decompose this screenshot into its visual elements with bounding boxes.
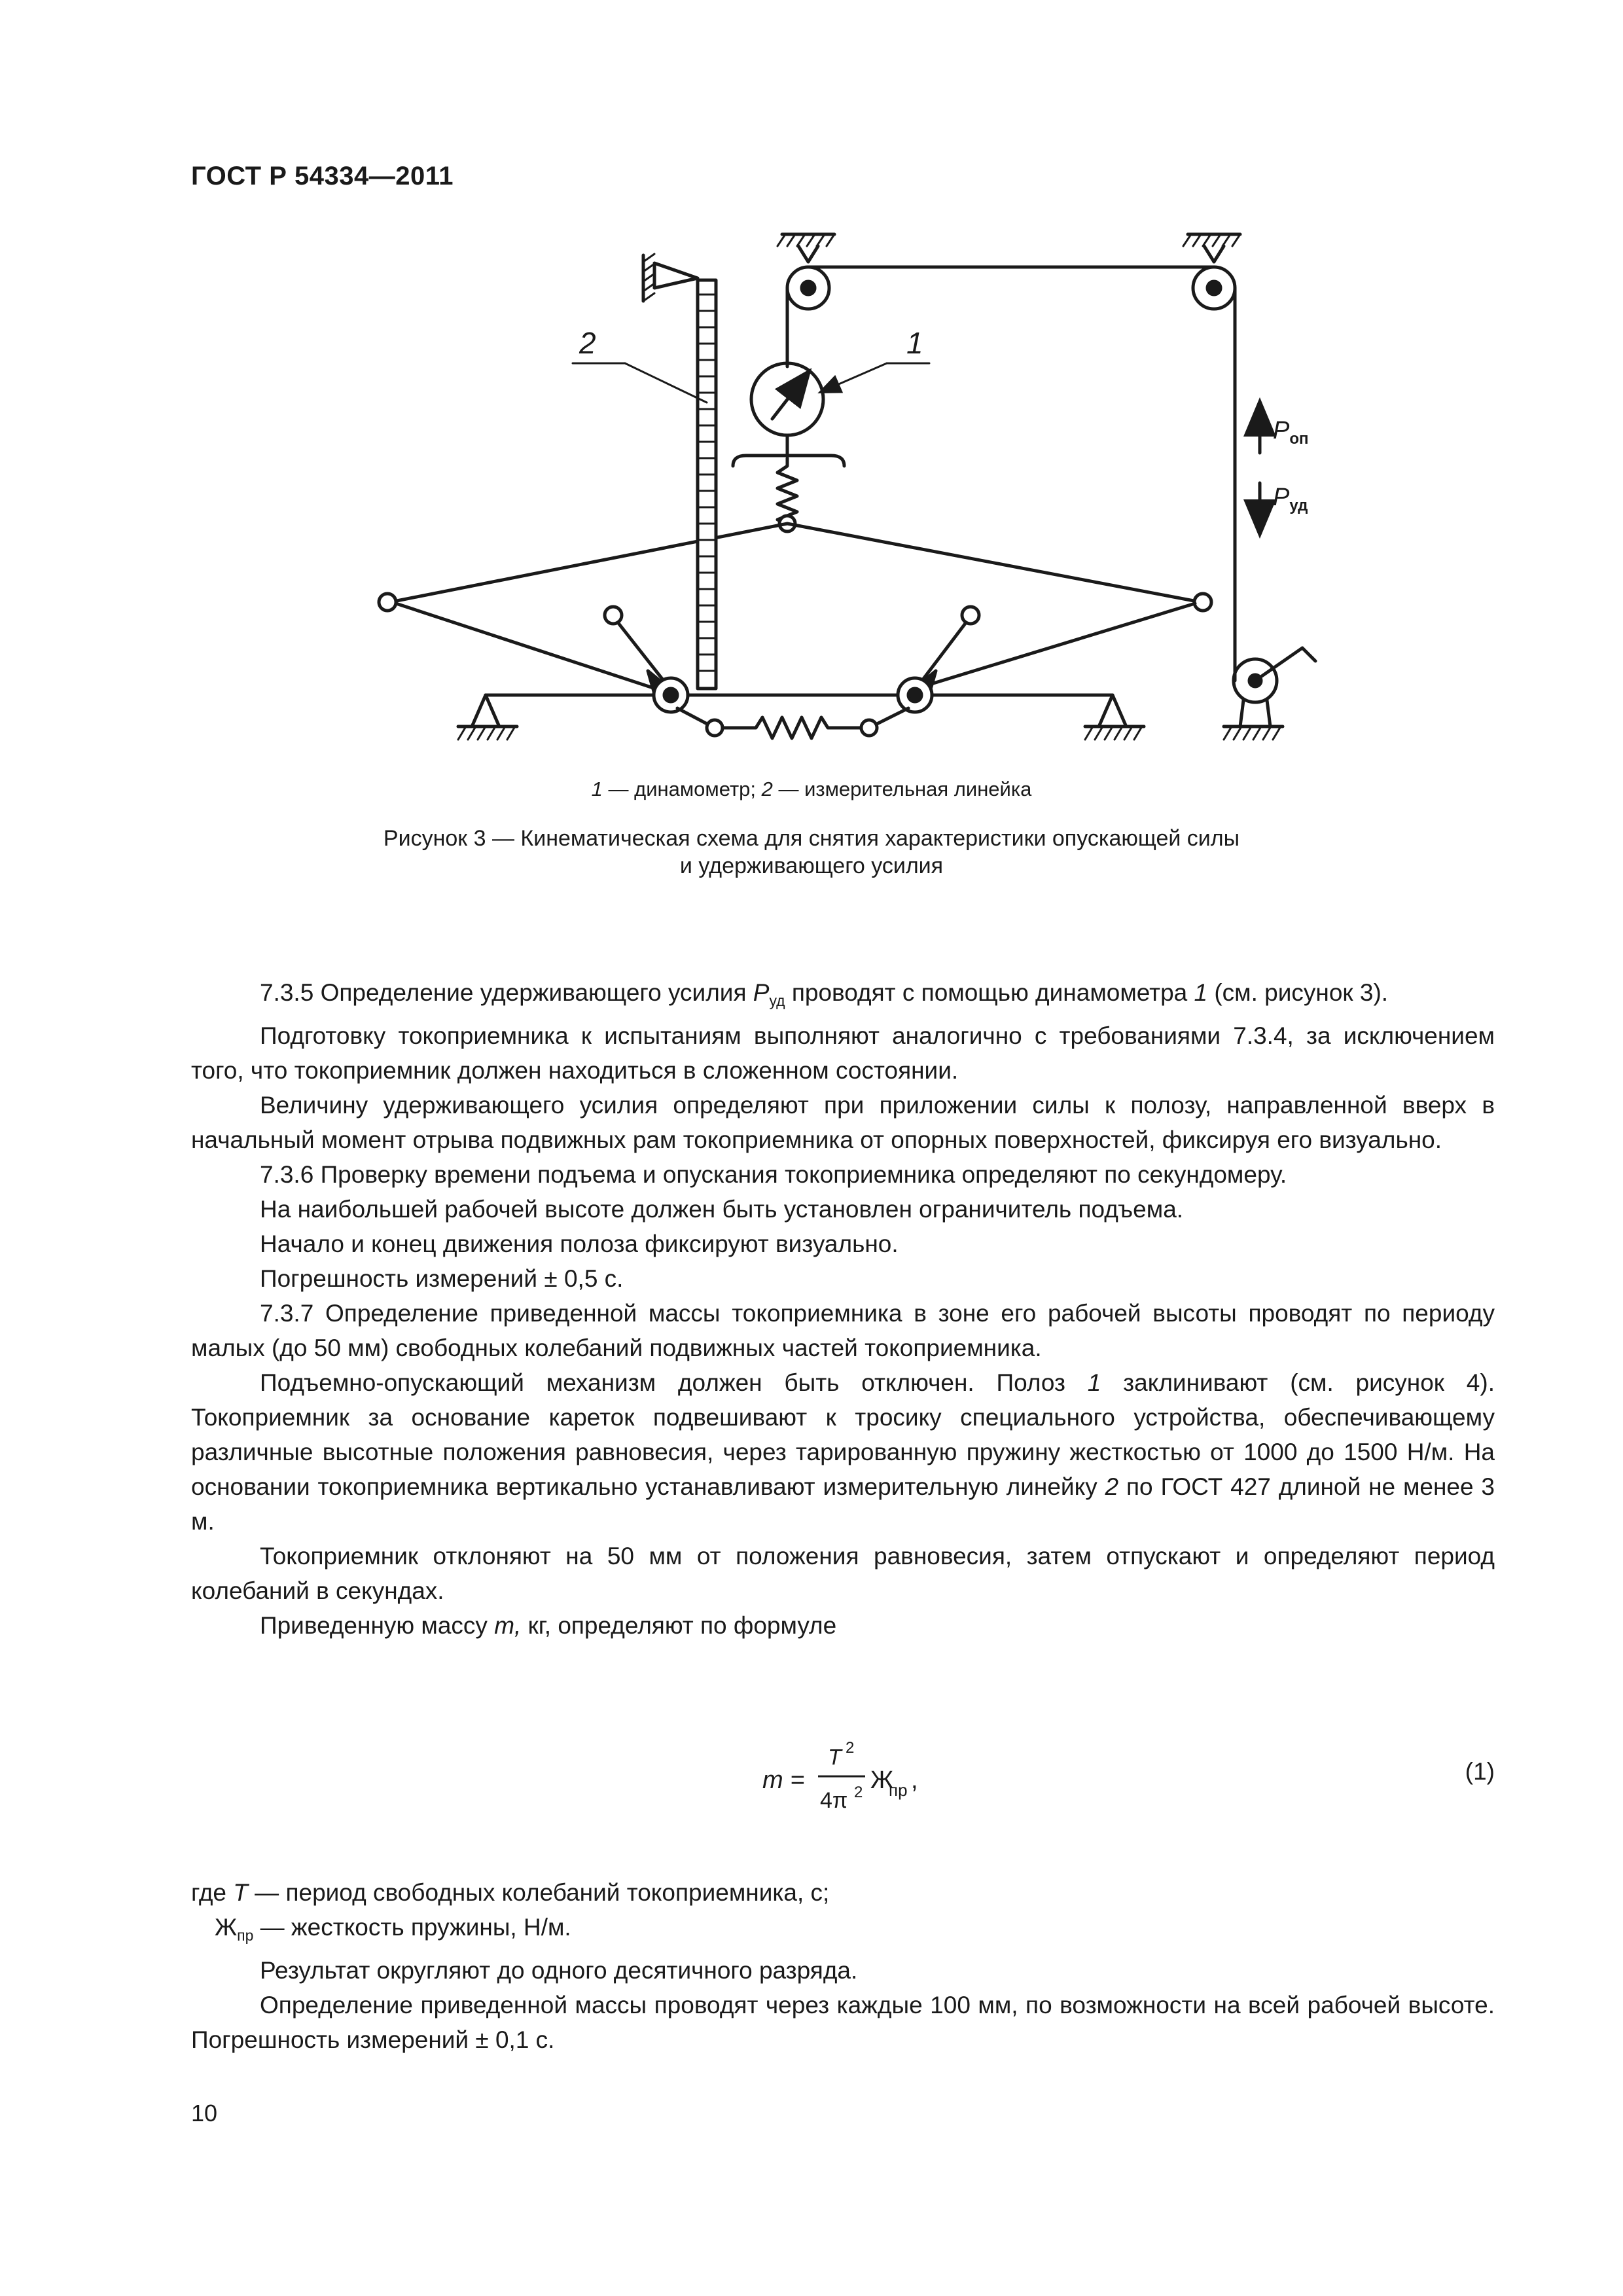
paragraph: Приведенную массу m, кг, определяют по формуле <box>260 1612 837 1640</box>
paragraph: Начало и конец движения полоза фиксируют визуально. <box>260 1230 899 1258</box>
paragraph-7-3-7: 7.3.7 Определение приведенной массы токоприемника в зоне его рабочей высоты проводят по периоду малых (до 50 мм) свободных колебаний подвижных частей токоприемника. <box>191 1300 1495 1362</box>
paragraph: Подготовку токоприемника к испытаниям выполняют аналогично с требованиями 7.3.4, за исключением того, что токоприемник должен находиться в сложенном состоянии. <box>191 1022 1495 1085</box>
bottom-spring <box>722 717 861 738</box>
body-text <box>191 975 1495 1643</box>
svg-text:пр: пр <box>889 1780 908 1800</box>
dynamometer-needle <box>772 381 802 419</box>
svg-text:T: T <box>828 1745 842 1770</box>
ruler-mount <box>643 254 698 301</box>
right-support <box>1085 695 1144 740</box>
caption-line-1: Рисунок 3 — Кинематическая схема для снятия характеристики опускающей силы <box>383 826 1240 851</box>
left-lever <box>613 617 666 684</box>
formula-number: (1) <box>1465 1758 1495 1785</box>
figure-legend: 1 — динамометр; 2 — измерительная линейка <box>591 778 1032 800</box>
paragraph: Величину удерживающего усилия определяют при приложении силы к полозу, направленной вверх в начальный момент отрыва подвижных рам токоприемника от опорных поверхностей, фиксируя его визуально. <box>191 1092 1495 1154</box>
paragraph: Токоприемник отклоняют на 50 мм от положения равновесия, затем отпускают и определяют период колебаний в секундах. <box>191 1543 1495 1605</box>
paragraph-7-3-5: 7.3.5 Определение удерживающего усилия $P_{уд}$ проводят с помощью динамометра 1 (см. рисунок 3). <box>260 979 1389 1010</box>
force-up-label: $P_{оп}$ <box>1273 417 1309 448</box>
svg-text:2: 2 <box>846 1739 855 1757</box>
svg-text:,: , <box>911 1767 918 1794</box>
measuring-ruler <box>698 280 716 689</box>
paragraph: Результат округляют до одного десятичного разряда. <box>260 1957 858 1984</box>
caption-line-2: и удерживающего усилия <box>679 853 944 878</box>
label-2: 2 <box>579 326 596 360</box>
svg-text:Ж: Ж <box>870 1767 894 1794</box>
left-support <box>458 695 517 740</box>
formula-1 <box>0 1733 1623 1825</box>
svg-text:m =: m = <box>762 1767 805 1794</box>
frame-left-upper <box>390 524 787 602</box>
paragraph: Погрешность измерений ± 0,5 с. <box>260 1265 624 1293</box>
document-header: ГОСТ Р 54334—2011 <box>191 162 454 190</box>
frame-right-lower <box>910 603 1195 691</box>
label-1: 1 <box>906 326 923 360</box>
dynamometer-spring <box>777 458 797 524</box>
figure-caption <box>262 825 1361 880</box>
svg-text:4π: 4π <box>820 1788 848 1813</box>
paragraph: На наибольшей рабочей высоте должен быть установлен ограничитель подъема. <box>260 1196 1184 1223</box>
where-line-stiffness: $Ж_{пр}$ — жесткость пружины, Н/м. <box>215 1914 571 1945</box>
winch-handle <box>1255 648 1302 681</box>
right-pulley-mount <box>1183 234 1240 262</box>
paragraph: Подъемно-опускающий механизм должен быть отключен. Полоз 1 заклинивают (см. рисунок 4). Токоприемник за основание кареток подвешивают к тросику специального устройства, обеспечивающему различные высотные положения равновесия, через тарированную пружину жесткостью от 1000 до 1500 Н/м. На основании токоприемника вертикально устанавливают измерительную линейку 2 по ГОСТ 427 длиной не менее 3 м. <box>191 1369 1495 1535</box>
right-end-joint <box>1194 594 1211 611</box>
left-pulley-mount <box>777 234 834 262</box>
force-down-label: $P_{уд}$ <box>1273 484 1308 514</box>
frame-right-upper <box>787 524 1201 602</box>
page-number: 10 <box>191 2100 218 2126</box>
svg-text:2: 2 <box>854 1784 863 1801</box>
kinematic-diagram <box>0 0 1623 785</box>
where-line-t: где T — период свободных колебаний токоприемника, с; <box>191 1879 830 1906</box>
paragraph: Определение приведенной массы проводят через каждые 100 мм, по возможности на всей рабочей высоте. Погрешность измерений ± 0,1 с. <box>191 1992 1495 2054</box>
left-end-joint <box>379 594 396 611</box>
paragraph-7-3-6: 7.3.6 Проверку времени подъема и опускания токоприемника определяют по секундомеру. <box>260 1161 1287 1189</box>
formula-explanation <box>191 1875 1495 2057</box>
